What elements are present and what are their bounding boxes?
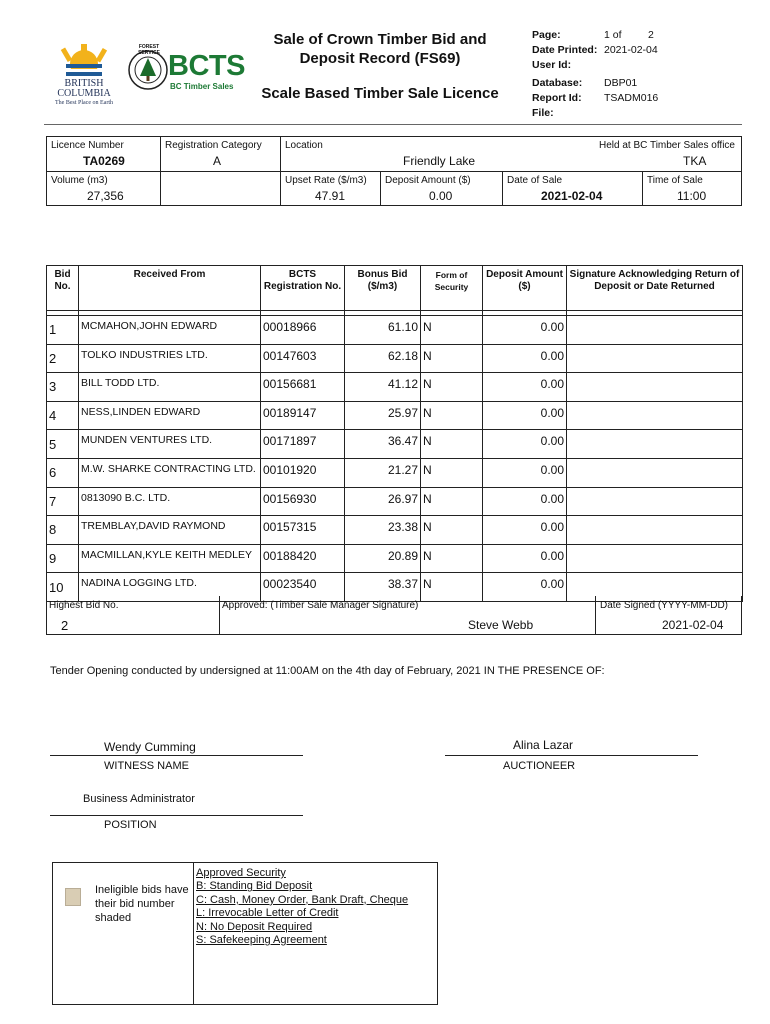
form-of-security: N (421, 516, 483, 545)
page-label: Page: (532, 29, 561, 41)
deposit-amount-cell (381, 172, 503, 206)
time-of-sale-value: 11:00 (677, 189, 707, 203)
signature-cell (567, 316, 743, 345)
deposit-amount: 0.00 (483, 401, 567, 430)
security-types-list (196, 867, 408, 947)
deposit-amount: 0.00 (483, 544, 567, 573)
security-type-item: N: No Deposit Required (196, 920, 313, 933)
highest-bid-cell (47, 596, 220, 634)
date-of-sale-label: Date of Sale (507, 175, 563, 186)
deposit-amount: 0.00 (483, 573, 567, 602)
legend-box (52, 862, 438, 1005)
ineligible-shade-swatch (65, 888, 81, 906)
date-signed-value: 2021-02-04 (662, 618, 724, 632)
bonus-bid: 41.12 (345, 373, 421, 402)
bonus-bid: 36.47 (345, 430, 421, 459)
bidder-name: TREMBLAY,DAVID RAYMOND (79, 516, 261, 545)
date-of-sale-cell (503, 172, 643, 206)
bid-table (46, 265, 743, 602)
bonus-bid: 25.97 (345, 401, 421, 430)
security-type-item: S: Safekeeping Agreement (196, 934, 327, 947)
highest-bid-value: 2 (61, 618, 69, 633)
database-value: DBP01 (604, 77, 638, 89)
bid-number: 2 (47, 344, 79, 373)
deposit-amount: 0.00 (483, 373, 567, 402)
header-bonus-bid: Bonus Bid ($/m3) (345, 266, 421, 311)
bidder-name: NADINA LOGGING LTD. (79, 573, 261, 602)
form-of-security: N (421, 430, 483, 459)
bid-number: 1 (47, 316, 79, 345)
registration-number: 00189147 (261, 401, 345, 430)
location-value: Friendly Lake (403, 154, 476, 168)
report-id-value: TSADM016 (604, 92, 659, 104)
bonus-bid: 20.89 (345, 544, 421, 573)
approver-name: Steve Webb (468, 618, 534, 632)
bcts-logo (128, 42, 248, 102)
signature-cell (567, 430, 743, 459)
registration-number: 00101920 (261, 458, 345, 487)
deposit-amount: 0.00 (483, 316, 567, 345)
bid-number: 5 (47, 430, 79, 459)
signature-cell (567, 487, 743, 516)
registration-category-label: Registration Category (165, 140, 262, 151)
bonus-bid: 38.37 (345, 573, 421, 602)
database-label: Database: (532, 77, 583, 89)
bid-table-header (47, 266, 743, 311)
bid-number: 8 (47, 516, 79, 545)
registration-category-value: A (213, 154, 222, 168)
upset-rate-cell (281, 172, 381, 206)
bonus-bid: 62.18 (345, 344, 421, 373)
date-signed-cell (596, 596, 742, 634)
bid-number: 9 (47, 544, 79, 573)
form-of-security: N (421, 458, 483, 487)
registration-number: 00018966 (261, 316, 345, 345)
bid-number: 4 (47, 401, 79, 430)
file-label: File: (532, 107, 554, 119)
bidder-name: MCMAHON,JOHN EDWARD (79, 316, 261, 345)
form-of-security: N (421, 344, 483, 373)
security-type-item: B: Standing Bid Deposit (196, 880, 313, 893)
header-form-of-security: Form of Security (421, 266, 483, 311)
time-of-sale-cell (643, 172, 742, 206)
bidder-name: NESS,LINDEN EDWARD (79, 401, 261, 430)
licence-number-cell (47, 137, 161, 171)
bid-number: 6 (47, 458, 79, 487)
bidder-name: MACMILLAN,KYLE KEITH MEDLEY (79, 544, 261, 573)
table-row (47, 430, 743, 459)
ineligible-bids-note: Ineligible bids have their bid number shaded (95, 884, 189, 924)
document-subtitle: Scale Based Timber Sale Licence (261, 85, 499, 102)
seal-text: FOREST SERVICE (138, 44, 160, 56)
deposit-amount-value: 0.00 (429, 189, 453, 203)
table-row (47, 458, 743, 487)
page-total: 2 (648, 29, 654, 41)
upset-rate-label: Upset Rate ($/m3) (285, 175, 367, 186)
form-of-security: N (421, 544, 483, 573)
registration-number: 00156681 (261, 373, 345, 402)
report-metadata (532, 28, 658, 121)
form-of-security: N (421, 487, 483, 516)
registration-number: 00157315 (261, 516, 345, 545)
date-printed-label: Date Printed: (532, 44, 598, 56)
approval-signature-cell (220, 596, 596, 634)
table-row (47, 487, 743, 516)
signature-cell (567, 344, 743, 373)
location-label: Location (285, 140, 323, 151)
office-cell (597, 137, 742, 171)
registration-category-cell (161, 137, 281, 171)
auctioneer-caption: AUCTIONEER (503, 760, 576, 772)
date-signed-label: Date Signed (YYYY-MM-DD) (600, 600, 729, 611)
empty-cell (161, 172, 281, 206)
header-bid-no: Bid No. (47, 266, 79, 311)
logo-bc-line2: COLUMBIA (57, 88, 111, 99)
time-of-sale-label: Time of Sale (647, 175, 703, 186)
user-id-label: User Id: (532, 59, 572, 71)
location-cell (281, 137, 597, 171)
table-row (47, 344, 743, 373)
bc-government-logo (48, 42, 120, 106)
table-row (47, 316, 743, 345)
deposit-amount: 0.00 (483, 430, 567, 459)
licence-number-label: Licence Number (51, 140, 124, 151)
registration-number: 00023540 (261, 573, 345, 602)
licence-info-box (46, 136, 742, 206)
title-line-2: Deposit Record (FS69) (299, 50, 461, 67)
volume-cell (47, 172, 161, 206)
approval-footer (46, 596, 742, 635)
report-id-label: Report Id: (532, 92, 582, 104)
registration-number: 00147603 (261, 344, 345, 373)
bcts-full-name: BC Timber Sales (170, 82, 234, 91)
header-deposit-amount: Deposit Amount ($) (483, 266, 567, 311)
logo-bc-line1: BRITISH (64, 78, 104, 89)
witness-caption: WITNESS NAME (104, 760, 189, 772)
approval-label: Approved: (Timber Sale Manager Signature) (222, 600, 419, 611)
header-received-from: Received From (79, 266, 261, 311)
title-line-1: Sale of Crown Timber Bid and (273, 31, 487, 48)
page-value: 1 of (604, 29, 622, 41)
form-of-security: N (421, 373, 483, 402)
licence-number-value: TA0269 (83, 154, 125, 168)
signature-cell (567, 401, 743, 430)
form-of-security: N (421, 573, 483, 602)
witness-name: Wendy Cumming (104, 740, 196, 754)
deposit-amount: 0.00 (483, 458, 567, 487)
bidder-name: M.W. SHARKE CONTRACTING LTD. (79, 458, 261, 487)
signature-cell (567, 516, 743, 545)
office-label: Held at BC Timber Sales office (599, 140, 735, 151)
header-divider (44, 124, 742, 125)
highest-bid-label: Highest Bid No. (49, 600, 119, 611)
signature-cell (567, 544, 743, 573)
document-title (255, 30, 505, 68)
position-value: Business Administrator (83, 793, 195, 805)
registration-number: 00171897 (261, 430, 345, 459)
signature-cell (567, 458, 743, 487)
security-type-item: L: Irrevocable Letter of Credit (196, 907, 339, 920)
security-type-item: C: Cash, Money Order, Bank Draft, Cheque (196, 893, 409, 906)
date-of-sale-value: 2021-02-04 (541, 189, 603, 203)
logo-bc-tagline: The Best Place on Earth (55, 100, 113, 106)
witness-signature-line (50, 755, 303, 756)
table-row (47, 373, 743, 402)
table-row (47, 544, 743, 573)
bidder-name: BILL TODD LTD. (79, 373, 261, 402)
bonus-bid: 21.27 (345, 458, 421, 487)
bonus-bid: 26.97 (345, 487, 421, 516)
header-registration-no: BCTS Registration No. (261, 266, 345, 311)
bonus-bid: 23.38 (345, 516, 421, 545)
volume-label: Volume (m3) (51, 175, 108, 186)
registration-number: 00156930 (261, 487, 345, 516)
bid-number: 7 (47, 487, 79, 516)
security-type-item: Approved Security (196, 867, 286, 879)
form-of-security: N (421, 401, 483, 430)
deposit-amount-label: Deposit Amount ($) (385, 175, 471, 186)
table-row (47, 401, 743, 430)
bonus-bid: 61.10 (345, 316, 421, 345)
upset-rate-value: 47.91 (315, 189, 346, 203)
tender-statement: Tender Opening conducted by undersigned at 11:00AM on the 4th day of February, 2021 IN THE PRESENCE OF: (50, 665, 605, 677)
auctioneer-name: Alina Lazar (513, 738, 574, 752)
table-row (47, 516, 743, 545)
bid-number: 10 (47, 573, 79, 602)
bidder-name: 0813090 B.C. LTD. (79, 487, 261, 516)
auctioneer-signature-line (445, 755, 698, 756)
position-caption: POSITION (104, 819, 157, 831)
signature-cell (567, 373, 743, 402)
bidder-name: TOLKO INDUSTRIES LTD. (79, 344, 261, 373)
header-signature: Signature Acknowledging Return of Deposit or Date Returned (567, 266, 743, 311)
deposit-amount: 0.00 (483, 487, 567, 516)
date-printed-value: 2021-02-04 (604, 44, 658, 56)
sun-mountain-emblem-icon (48, 42, 120, 76)
office-value: TKA (683, 154, 707, 168)
bid-number: 3 (47, 373, 79, 402)
position-line (50, 815, 303, 816)
deposit-amount: 0.00 (483, 344, 567, 373)
bidder-name: MUNDEN VENTURES LTD. (79, 430, 261, 459)
legend-divider (193, 863, 194, 1004)
form-of-security: N (421, 316, 483, 345)
registration-number: 00188420 (261, 544, 345, 573)
bcts-abbreviation: BCTS (168, 50, 245, 82)
volume-value: 27,356 (87, 189, 124, 203)
deposit-amount: 0.00 (483, 516, 567, 545)
